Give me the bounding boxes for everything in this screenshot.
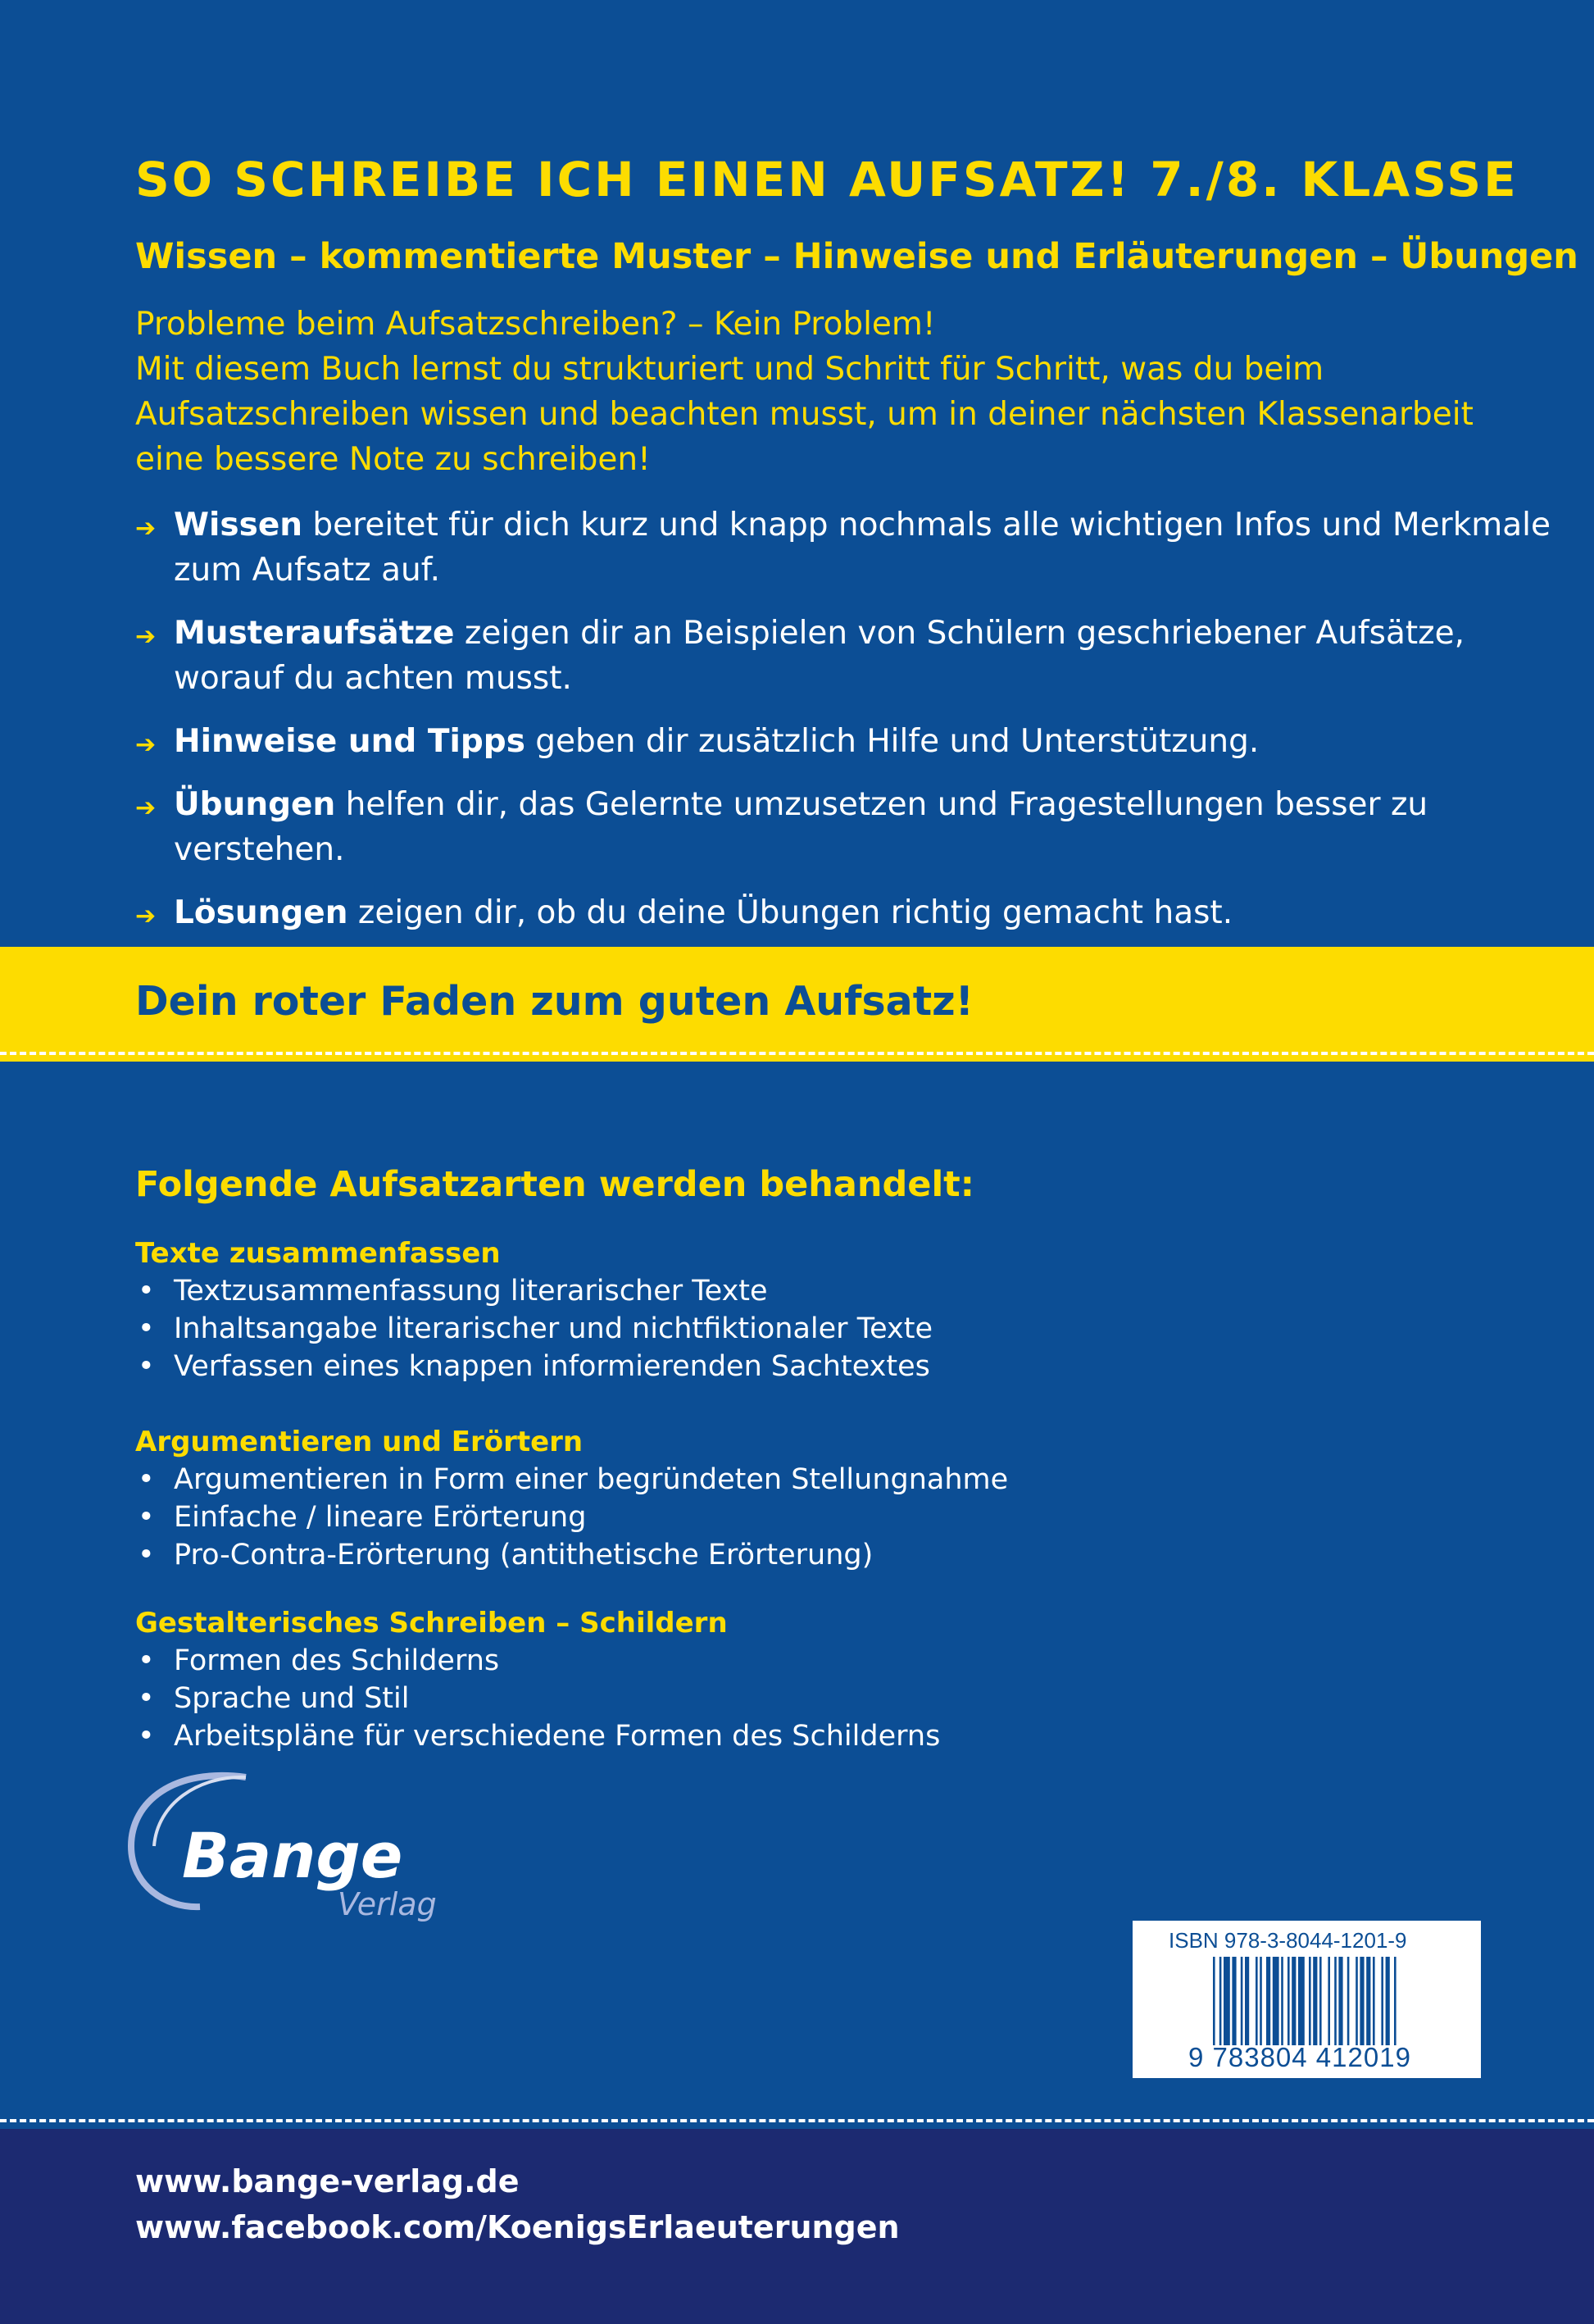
types-heading: Folgende Aufsatzarten werden behandelt: (135, 1164, 974, 1205)
logo-sub: Verlag (338, 1886, 437, 1922)
barcode-bar (1298, 1957, 1305, 2045)
isbn-digits: 9 783804 412019 (1188, 2042, 1411, 2072)
website-link[interactable]: www.bange-verlag.de (135, 2163, 520, 2199)
barcode-bar (1381, 1957, 1383, 2045)
barcode-bar (1224, 1957, 1230, 2045)
arrow-right-icon: ➔ (135, 514, 157, 543)
feature-item (135, 503, 1553, 593)
footer (0, 2129, 1594, 2324)
barcode-bar (1394, 1957, 1396, 2045)
feature-bold: Musteraufsätze (174, 615, 455, 652)
feature-text: zeigen dir, ob du deine Übungen richtig gemacht hast. (347, 894, 1233, 931)
bange-verlag-logo-in-bounds (125, 1771, 452, 1926)
slogan-band (0, 947, 1594, 1062)
logo-name: Bange (182, 1819, 403, 1892)
barcode-bar (1213, 1957, 1215, 2045)
type-item: • Textzusammenfassung literarischer Texte (135, 1272, 1365, 1310)
intro-line-1: Probleme beim Aufsatzschreiben? – Kein Problem! (135, 306, 936, 343)
feature-item (135, 611, 1553, 701)
dashed-divider (0, 1052, 1594, 1055)
type-item: • Verfassen eines knappen informierenden Sachtextes (135, 1348, 1365, 1385)
barcode-bar (1313, 1957, 1317, 2045)
isbn-barcode (1133, 1921, 1481, 2078)
feature-text: helfen dir, das Gelernte umzusetzen und Fragestellungen besser zu verstehen. (174, 786, 1428, 868)
barcode-bar (1287, 1957, 1290, 2045)
barcode-bar (1256, 1957, 1258, 2045)
barcode-bar (1241, 1957, 1243, 2045)
barcode-bar (1273, 1957, 1279, 2045)
barcode-bar (1319, 1957, 1322, 2045)
type-item: • Argumentieren in Form einer begründeten Stellungnahme (135, 1461, 1365, 1499)
facebook-link[interactable]: www.facebook.com/KoenigsErlaeuterungen (135, 2209, 900, 2245)
type-group-title: Texte zusammenfassen (135, 1237, 501, 1270)
feature-text: bereitet für dich kurz und knapp nochmals alle wichtigen Infos und Merkmale zum Aufsatz auf. (174, 507, 1551, 589)
feature-item (135, 890, 1553, 935)
type-group (135, 1235, 1365, 1385)
isbn-label: ISBN 978-3-8044-1201-9 (1169, 1928, 1407, 1953)
barcode-bar (1245, 1957, 1249, 2045)
feature-item (135, 719, 1553, 764)
book-subtitle: Wissen – kommentierte Muster – Hinweise und Erläuterungen – Übungen (135, 236, 1578, 277)
feature-text: zeigen dir an Beispielen von Schülern geschriebener Aufsätze, worauf du achten musst. (174, 615, 1465, 697)
barcode-bar (1232, 1957, 1236, 2045)
barcode-bar (1219, 1957, 1222, 2045)
type-group (135, 1423, 1365, 1574)
barcode-bar (1266, 1957, 1270, 2045)
feature-item (135, 782, 1553, 872)
barcode-bars (1213, 1957, 1467, 2045)
feature-list (135, 503, 1553, 953)
type-item: • Pro-Contra-Erörterung (antithetische Erörterung) (135, 1536, 1365, 1574)
type-item: • Inhaltsangabe literarischer und nichtfiktionaler Texte (135, 1310, 1365, 1348)
type-item: • Einfache / lineare Erörterung (135, 1499, 1365, 1536)
type-group-title: Argumentieren und Erörtern (135, 1426, 584, 1458)
barcode-bar (1328, 1957, 1330, 2045)
barcode-bar (1309, 1957, 1311, 2045)
type-item: • Formen des Schilderns (135, 1642, 1365, 1680)
book-title: SO SCHREIBE ICH EINEN AUFSATZ! 7./8. KLASSE (135, 152, 1519, 207)
barcode-bar (1338, 1957, 1342, 2045)
barcode-bar (1360, 1957, 1364, 2045)
slogan: Dein roter Faden zum guten Aufsatz! (135, 978, 974, 1025)
feature-bold: Wissen (174, 507, 303, 543)
barcode-bar (1373, 1957, 1375, 2045)
intro-line-2: Mit diesem Buch lernst du strukturiert und Schritt für Schritt, was du beim Aufsatzschreiben wissen und beachten musst, um in deiner nächsten Klassenarbeit eine bessere Note zu schreiben! (135, 351, 1474, 478)
arrow-right-icon: ➔ (135, 902, 157, 930)
barcode-bar (1386, 1957, 1390, 2045)
type-group-title: Gestalterisches Schreiben – Schildern (135, 1607, 728, 1640)
arrow-right-icon: ➔ (135, 622, 157, 651)
feature-bold: Lösungen (174, 894, 348, 931)
arrow-right-icon: ➔ (135, 794, 157, 822)
feature-text: geben dir zusätzlich Hilfe und Unterstützung. (525, 723, 1260, 760)
dashed-divider (0, 2119, 1594, 2122)
barcode-bar (1366, 1957, 1370, 2045)
type-item: • Arbeitspläne für verschiedene Formen des Schilderns (135, 1717, 1365, 1755)
type-group (135, 1604, 1365, 1755)
barcode-bar (1292, 1957, 1296, 2045)
barcode-bar (1260, 1957, 1262, 2045)
arrow-right-icon: ➔ (135, 730, 157, 759)
barcode-bar (1281, 1957, 1283, 2045)
feature-bold: Übungen (174, 786, 336, 823)
barcode-bar (1356, 1957, 1358, 2045)
barcode-bar (1334, 1957, 1337, 2045)
barcode-bar (1347, 1957, 1350, 2045)
feature-bold: Hinweise und Tipps (174, 723, 525, 760)
intro-text (135, 302, 1528, 482)
type-item: • Sprache und Stil (135, 1680, 1365, 1717)
